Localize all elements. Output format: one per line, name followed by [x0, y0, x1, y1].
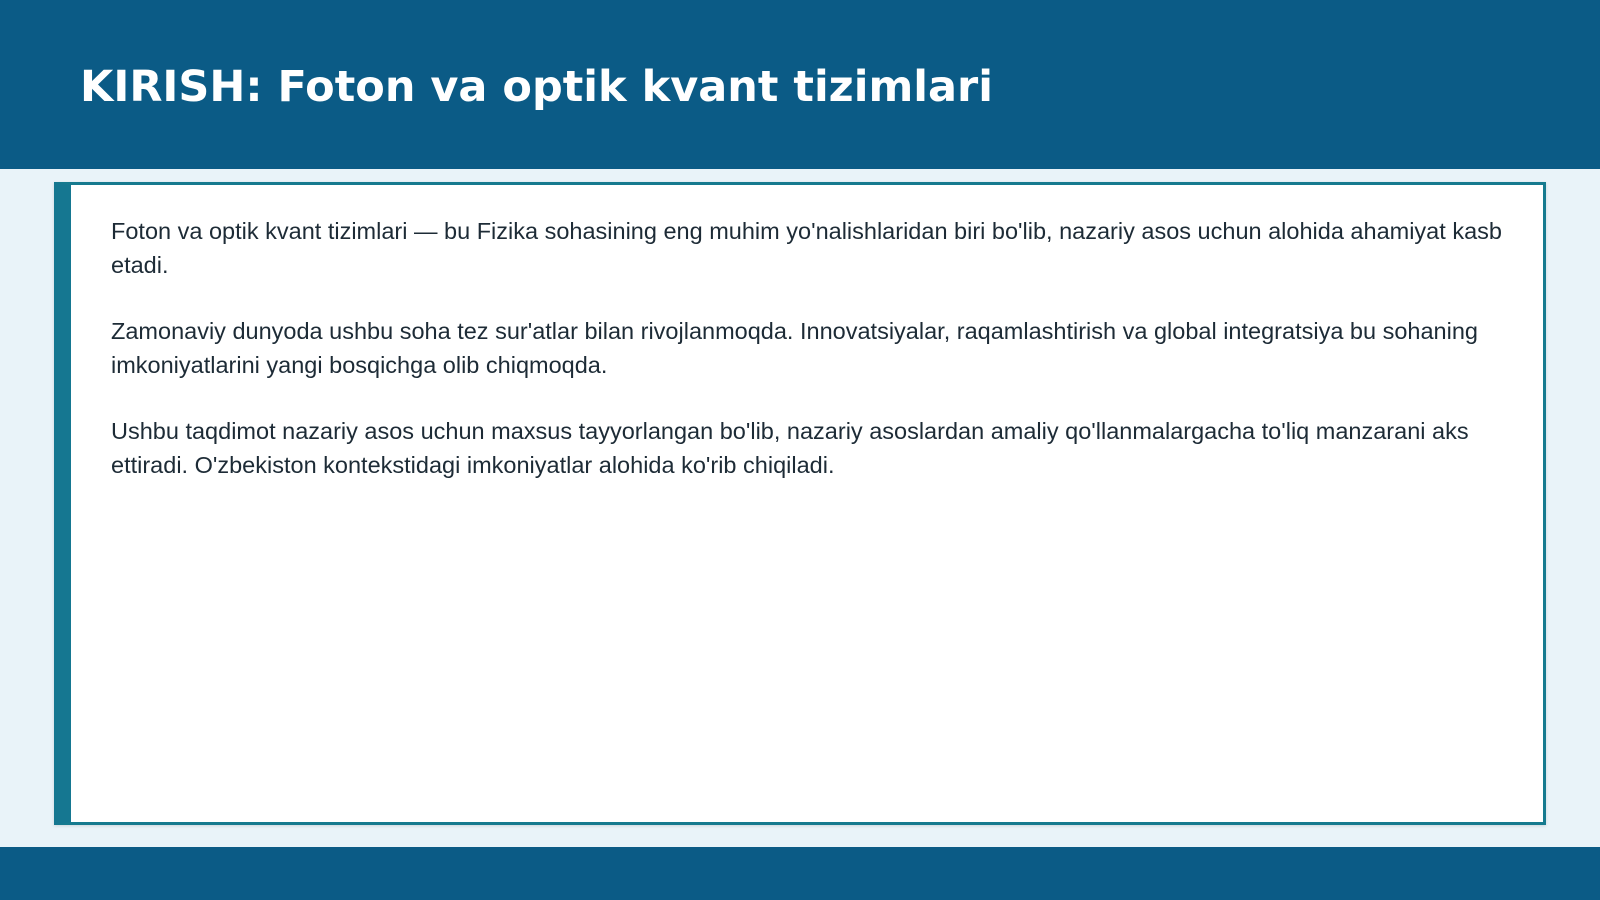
footer-bar — [0, 847, 1600, 900]
footer-watermark — [0, 847, 1600, 900]
paragraph-intro: Foton va optik kvant tizimlari — bu Fizika sohasining eng muhim yo'nalishlaridan biri bo'lib, nazariy asos uchun alohida ahamiyat kasb etadi. — [111, 218, 1502, 278]
page-title: KIRISH: Foton va optik kvant tizimlari — [80, 62, 993, 112]
header-bar — [0, 0, 1600, 169]
paragraph-development: Zamonaviy dunyoda ushbu soha tez sur'atlar bilan rivojlanmoqda. Innovatsiyalar, raqamlashtirish va global integratsiya bu sohaning imkoniyatlarini yangi bosqichga olib chiqmoqda. — [111, 318, 1478, 378]
content-card — [54, 182, 1546, 825]
paragraph-presentation-scope: Ushbu taqdimot nazariy asos uchun maxsus tayyorlangan bo'lib, nazariy asoslardan amaliy qo'llanmalargacha to'liq manzarani aks ettiradi. O'zbekiston kontekstidagi imkoniyatlar alohida ko'rib chiqiladi. — [111, 418, 1469, 478]
paragraph-list — [111, 215, 1511, 515]
